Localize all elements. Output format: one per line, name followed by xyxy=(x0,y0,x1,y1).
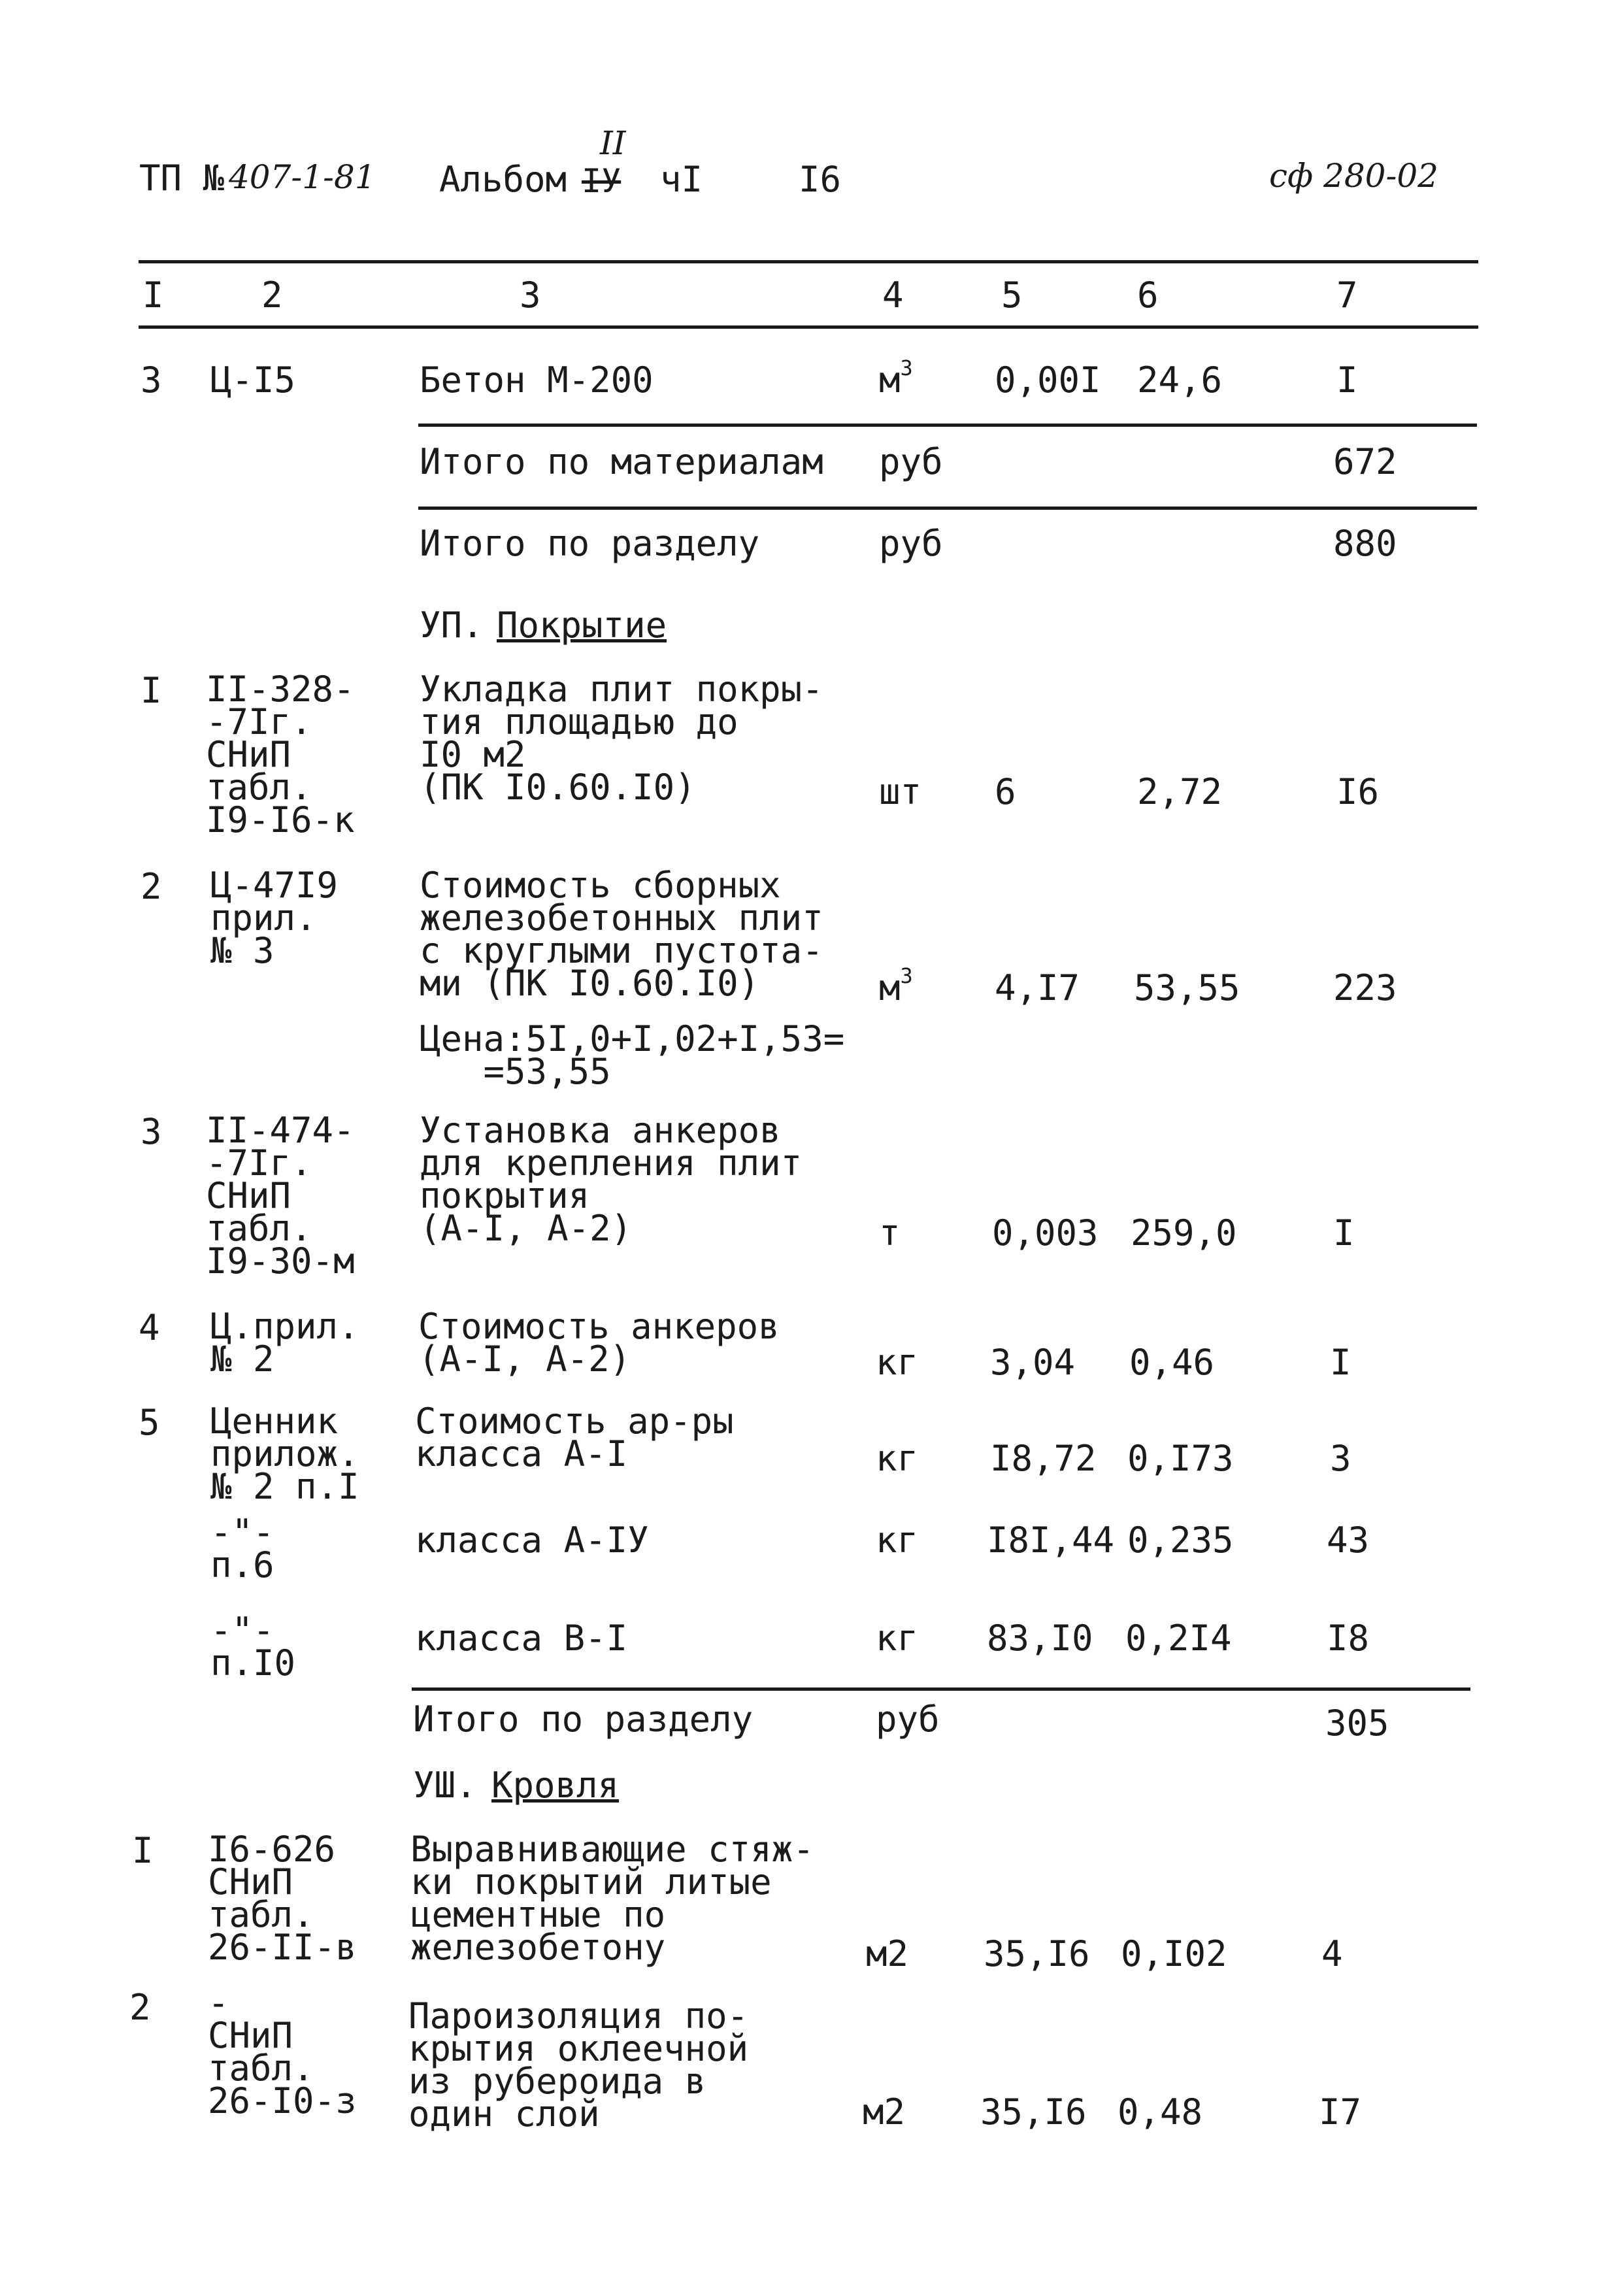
row-quantity: 6 xyxy=(995,771,1016,812)
row-quantity: 83,I0 xyxy=(987,1618,1093,1659)
row-quantity: 0,00I xyxy=(995,359,1101,401)
row-total: 3 xyxy=(1330,1438,1351,1479)
row-total: I6 xyxy=(1336,771,1380,812)
row-price: 0,48 xyxy=(1118,2091,1203,2133)
subtotal-name: Итого по разделу xyxy=(413,1699,754,1740)
unit-superscript: 3 xyxy=(900,963,913,988)
row-number: I xyxy=(132,1830,154,1871)
price-note: Цена:5I,0+I,02+I,53= =53,55 xyxy=(420,1018,845,1092)
row-total: 4 xyxy=(1321,1933,1343,1974)
row-quantity: 0,003 xyxy=(992,1212,1099,1254)
subtotal-total: 672 xyxy=(1333,441,1397,482)
unit-text: м xyxy=(879,967,901,1008)
row-code: -"- п.I0 xyxy=(210,1610,296,1684)
row-code: -"- п.6 xyxy=(210,1512,274,1586)
row-total: I xyxy=(1333,1212,1355,1254)
row-name: Стоимость ар-ры класса А-I xyxy=(415,1401,734,1474)
row-code: I6-626 СНиП табл. 26-II-в xyxy=(208,1829,357,1968)
row-name: класса А-IУ xyxy=(415,1520,649,1561)
row-total: 223 xyxy=(1333,967,1397,1008)
column-header-2: 2 xyxy=(261,274,283,316)
row-code: II-474- -7Iг. СНиП табл. I9-30-м xyxy=(206,1110,355,1282)
subtotal-rule xyxy=(412,1687,1470,1691)
row-price: 2,72 xyxy=(1137,771,1223,812)
row-number: I xyxy=(141,670,162,711)
header-page: I6 xyxy=(799,159,842,200)
row-name: Выравнивающие стяж- ки покрытий литые цементные по железобетону xyxy=(410,1829,814,1968)
column-header-7: 7 xyxy=(1336,274,1358,316)
subtotal-total: 305 xyxy=(1325,1703,1389,1744)
subtotal-name: Итого по материалам xyxy=(420,441,823,482)
header-code: сф 280-02 xyxy=(1269,157,1438,195)
row-price: 0,2I4 xyxy=(1125,1618,1232,1659)
subtotal-unit: руб xyxy=(879,523,943,564)
subtotal-total: 880 xyxy=(1333,523,1397,564)
row-code: Ц-47I9 прил. № 3 xyxy=(210,865,339,971)
row-total: I xyxy=(1330,1342,1351,1383)
row-number: 4 xyxy=(139,1307,160,1348)
row-number: 2 xyxy=(129,1987,151,2028)
row-total: 43 xyxy=(1327,1520,1370,1561)
row-name: Установка анкеров для крепления плит покрытия (А-I, А-2) xyxy=(420,1110,803,1249)
row-total: I8 xyxy=(1327,1618,1370,1659)
header-tp-label: ТП № xyxy=(139,158,225,199)
section-title: Покрытие xyxy=(497,605,667,646)
row-quantity: 4,I7 xyxy=(995,967,1080,1008)
row-unit xyxy=(879,963,913,1008)
row-code: Ц-I5 xyxy=(210,359,296,401)
row-total: I7 xyxy=(1319,2091,1362,2133)
row-price: 259,0 xyxy=(1131,1212,1237,1254)
row-unit: т xyxy=(879,1212,901,1254)
section-number: УШ. xyxy=(413,1765,477,1806)
row-code: - СНиП табл. 26-I0-з xyxy=(208,1982,357,2121)
row-number: 2 xyxy=(141,866,162,907)
row-name: Стоимость анкеров (А-I, А-2) xyxy=(418,1306,780,1380)
header-top-rule xyxy=(139,260,1478,263)
row-unit: м2 xyxy=(863,2091,906,2133)
row-name: Пароизоляция по- крытия оклеечной из рубероида в один слой xyxy=(408,1995,749,2135)
column-header-3: 3 xyxy=(520,274,541,316)
subtotal-name: Итого по разделу xyxy=(420,523,760,564)
row-quantity: 35,I6 xyxy=(980,2091,1087,2133)
subtotal-unit: руб xyxy=(876,1699,940,1740)
row-price: 53,55 xyxy=(1134,967,1240,1008)
section-title: Кровля xyxy=(491,1765,620,1806)
row-price: 0,235 xyxy=(1127,1520,1234,1561)
column-header-6: 6 xyxy=(1137,274,1159,316)
subtotal-rule xyxy=(418,507,1477,510)
header-album-crossed: IУ xyxy=(582,162,621,200)
row-price: 0,46 xyxy=(1129,1342,1215,1383)
row-quantity: 3,04 xyxy=(990,1342,1076,1383)
row-name: Бетон М-200 xyxy=(420,359,654,401)
subtotal-unit: руб xyxy=(879,441,943,482)
column-header-1: I xyxy=(142,274,164,316)
row-price: 0,I02 xyxy=(1121,1933,1227,1974)
header-part: чI xyxy=(660,159,703,200)
row-number: 5 xyxy=(139,1402,160,1443)
row-name: класса В-I xyxy=(415,1618,628,1659)
header-bottom-rule xyxy=(139,325,1478,329)
row-quantity: I8I,44 xyxy=(987,1520,1115,1561)
row-number: 3 xyxy=(141,1111,162,1152)
header-album-label: Альбом xyxy=(439,159,567,200)
row-unit: кг xyxy=(876,1618,919,1659)
row-code: Ц.прил. № 2 xyxy=(210,1306,359,1380)
row-name: Укладка плит покры- тия площадью до I0 м2 (ПК I0.60.I0) xyxy=(420,669,823,808)
column-header-4: 4 xyxy=(882,274,904,316)
row-unit: кг xyxy=(876,1520,919,1561)
row-name: Стоимость сборных железобетонных плит с круглыми пустота- ми (ПК I0.60.I0) xyxy=(420,865,823,1004)
row-code: Ценник прилож. № 2 п.I xyxy=(210,1401,359,1507)
header-tp-number: 407-1-81 xyxy=(229,158,376,196)
row-price: 0,I73 xyxy=(1127,1438,1234,1479)
row-unit: кг xyxy=(876,1342,919,1383)
section-number: УП. xyxy=(420,605,484,646)
row-quantity: 35,I6 xyxy=(984,1933,1090,1974)
unit-superscript: 3 xyxy=(900,356,913,380)
row-total: I xyxy=(1336,359,1358,401)
column-header-5: 5 xyxy=(1001,274,1023,316)
unit-text: м xyxy=(879,359,901,401)
row-unit: кг xyxy=(876,1438,919,1479)
row-unit: м2 xyxy=(866,1933,909,1974)
row-price: 24,6 xyxy=(1137,359,1223,401)
subtotal-rule xyxy=(418,424,1477,427)
row-quantity: I8,72 xyxy=(990,1438,1097,1479)
row-number: 3 xyxy=(141,359,162,401)
row-code: II-328- -7Iг. СНиП табл. I9-I6-к xyxy=(206,669,355,840)
header-album-number: II xyxy=(600,124,626,162)
row-unit: шт xyxy=(879,771,922,812)
row-unit xyxy=(879,356,913,401)
